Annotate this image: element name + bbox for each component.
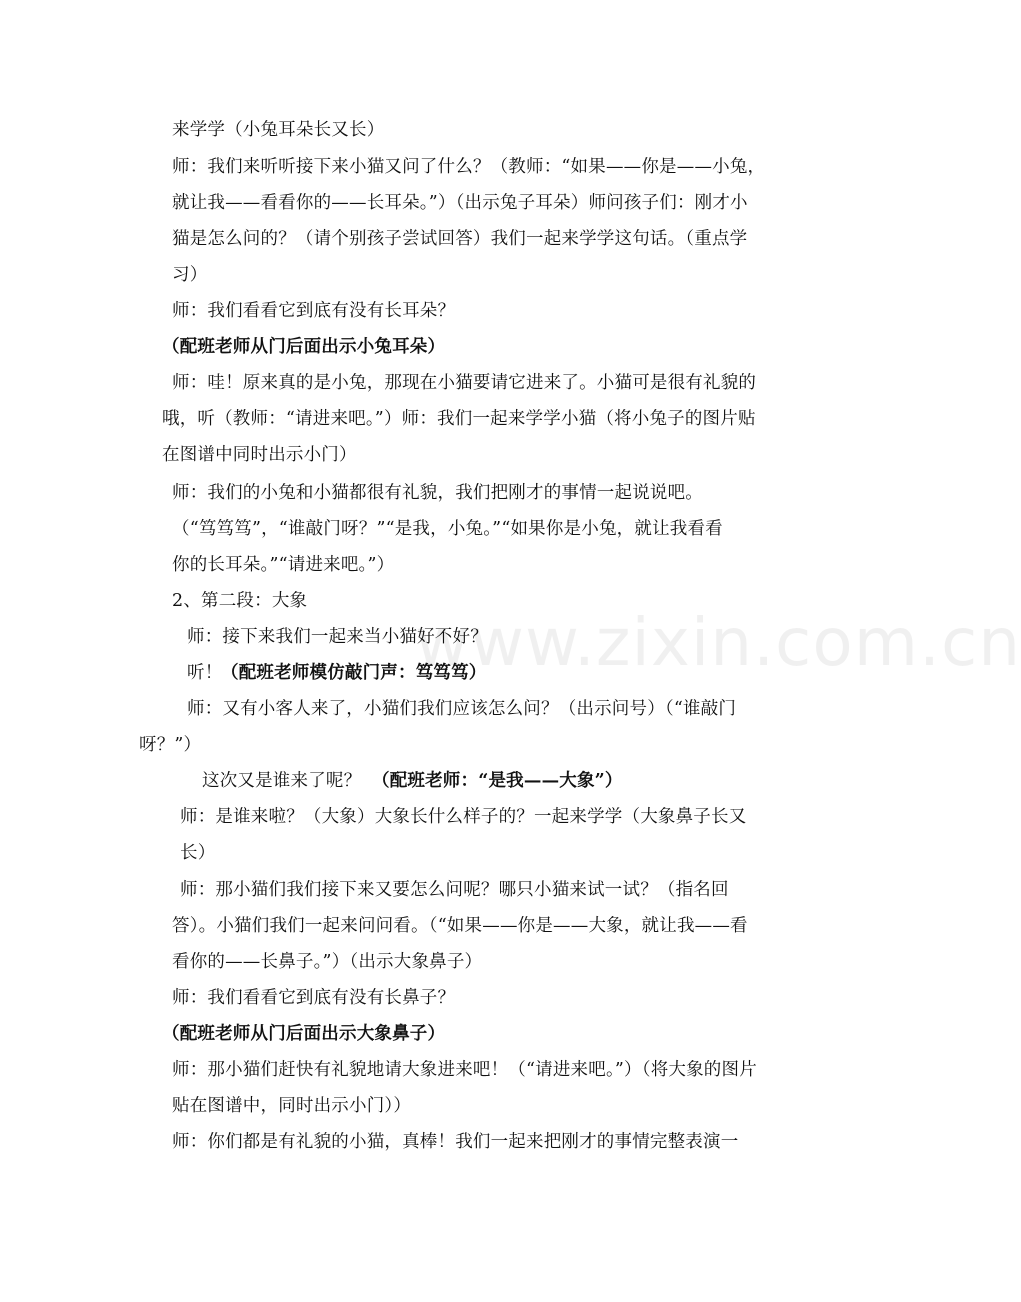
paragraph-line: 师：是谁来啦？（大象）大象长什么样子的？一起来学学（大象鼻子长又 [180,807,747,827]
paragraph-line: 就让我——看看你的——长耳朵。”）（出示兔子耳朵）师问孩子们：刚才小 [172,193,748,213]
paragraph-line: 哦，听（教师：“请进来吧。”）师：我们一起来学学小猫（将小兔子的图片贴 [162,409,756,429]
paragraph-line: 猫是怎么问的？（请个别孩子尝试回答）我们一起来学学这句话。（重点学 [172,229,748,249]
paragraph-line: 来学学（小兔耳朵长又长） [172,120,385,140]
stage-direction: （配班老师从门后面出示大象鼻子） [162,1024,446,1044]
paragraph-line: 在图谱中同时出示小门） [162,445,357,465]
paragraph-line: 贴在图谱中，同时出示小门）） [172,1096,412,1116]
section-heading: 2、第二段：大象 [172,591,308,611]
paragraph-line: 呀？”） [139,735,202,755]
paragraph-line: 师：我们来听听接下来小猫又问了什么？（教师：“如果——你是——小兔， [172,157,766,177]
paragraph-line: 师：那小猫们我们接下来又要怎么问呢？哪只小猫来试一试？（指名回 [180,880,729,900]
paragraph-line: 长） [180,843,216,863]
paragraph-line: 听！ [187,663,223,683]
paragraph-line: （“笃笃笃”，“谁敲门呀？”“是我，小兔。”“如果你是小兔，就让我看看 [172,519,723,539]
paragraph-line: 这次又是谁来了呢？ [202,771,362,791]
paragraph-line: 师：我们的小兔和小猫都很有礼貌，我们把刚才的事情一起说说吧。 [172,483,703,503]
stage-direction: （配班老师从门后面出示小兔耳朵） [162,337,446,357]
paragraph-line: 师：我们看看它到底有没有长鼻子？ [172,988,456,1008]
paragraph-line: 师：哇！原来真的是小兔，那现在小猫要请它进来了。小猫可是很有礼貌的 [172,373,757,393]
paragraph-line: 习） [172,265,208,285]
paragraph-line: 答）。小猫们我们一起来问问看。（“如果——你是——大象，就让我——看 [172,916,748,936]
paragraph-line: 你的长耳朵。”“请进来吧。”） [172,555,395,575]
paragraph-line: 师：又有小客人来了，小猫们我们应该怎么问？（出示问号）（“谁敲门 [187,699,737,719]
paragraph-line: 师：你们都是有礼貌的小猫，真棒！我们一起来把刚才的事情完整表演一 [172,1132,739,1152]
paragraph-line: 看你的——长鼻子。”）（出示大象鼻子） [172,952,483,972]
watermark: www.zixin.com.cn [415,604,1021,681]
paragraph-line: 师：接下来我们一起来当小猫好不好？ [187,627,488,647]
paragraph-line: 师：那小猫们赶快有礼貌地请大象进来吧！（“请进来吧。”）（将大象的图片 [172,1060,757,1080]
stage-direction: （配班老师：“是我——大象”） [372,771,623,791]
stage-direction: （配班老师模仿敲门声：笃笃笃） [221,663,487,683]
paragraph-line: 师：我们看看它到底有没有长耳朵？ [172,301,456,321]
